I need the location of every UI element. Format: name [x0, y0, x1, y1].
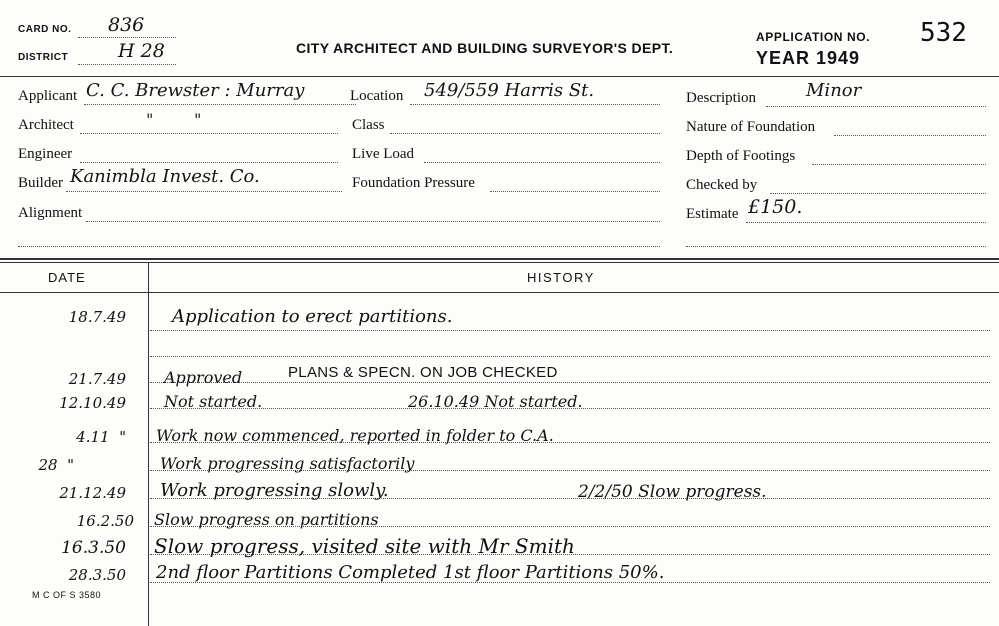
location-label: Location	[350, 88, 404, 104]
history-date: 16.2.50	[76, 512, 134, 530]
checked-by-label: Checked by	[686, 177, 758, 193]
date-column-header: DATE	[48, 270, 86, 285]
foundation-pressure-label: Foundation Pressure	[352, 175, 475, 191]
history-text: Work progressing satisfactorily	[160, 454, 415, 473]
history-text: Application to erect partitions.	[172, 306, 453, 327]
history-column-header: HISTORY	[527, 270, 595, 285]
history-date: 21.12.49	[59, 484, 126, 502]
live-load-label: Live Load	[352, 146, 415, 162]
history-text: Work now commenced, reported in folder to C.A.	[156, 426, 554, 445]
history-text: Slow progress on partitions	[154, 510, 379, 529]
history-date: 18.7.49	[68, 308, 126, 326]
alignment-label: Alignment	[18, 205, 83, 221]
history-text-secondary: 26.10.49 Not started.	[408, 392, 583, 411]
form-code: M C OF S 3580	[32, 590, 102, 600]
card-no-value: 836	[108, 14, 145, 36]
description-label: Description	[686, 90, 756, 106]
description-value: Minor	[806, 80, 862, 101]
builder-value: Kanimbla Invest. Co.	[70, 166, 260, 187]
application-number: 532	[920, 18, 967, 48]
class-label: Class	[352, 117, 385, 133]
history-text: Work progressing slowly.	[160, 480, 389, 501]
history-text: Approved	[164, 368, 243, 387]
history-date: 16.3.50	[61, 538, 126, 558]
history-text-secondary: 2/2/50 Slow progress.	[578, 482, 767, 502]
history-date: 4.11 "	[76, 428, 126, 446]
history-date: 28.3.50	[68, 566, 126, 584]
district-value: H 28	[118, 40, 165, 62]
depth-of-footings-label: Depth of Footings	[686, 148, 796, 164]
history-text: 2nd floor Partitions Completed 1st floor Partitions 50%.	[156, 562, 665, 583]
estimate-value: £150.	[748, 196, 803, 218]
architect-label: Architect	[18, 117, 74, 133]
history-date: 12.10.49	[59, 394, 126, 412]
checked-stamp: PLANS & SPECN. ON JOB CHECKED	[288, 364, 558, 381]
engineer-label: Engineer	[18, 146, 73, 162]
applicant-value: C. C. Brewster : Murray	[86, 80, 305, 101]
history-date: 21.7.49	[68, 370, 126, 388]
application-label: APPLICATION NO.	[756, 30, 871, 44]
history-text: Slow progress, visited site with Mr Smith	[154, 534, 575, 558]
estimate-label: Estimate	[686, 206, 739, 222]
history-text: Not started.	[164, 392, 263, 411]
history-date: 28 "	[38, 456, 74, 474]
department-title: CITY ARCHITECT AND BUILDING SURVEYOR'S DEPT.	[296, 40, 674, 56]
nature-of-foundation-label: Nature of Foundation	[686, 119, 816, 135]
location-value: 549/559 Harris St.	[424, 80, 595, 101]
card-no-label: CARD NO.	[18, 24, 72, 35]
applicant-label: Applicant	[18, 88, 78, 104]
builder-label: Builder	[18, 175, 63, 191]
year: YEAR 1949	[756, 48, 861, 68]
architect-value: " "	[146, 110, 202, 129]
district-label: DISTRICT	[18, 52, 69, 63]
